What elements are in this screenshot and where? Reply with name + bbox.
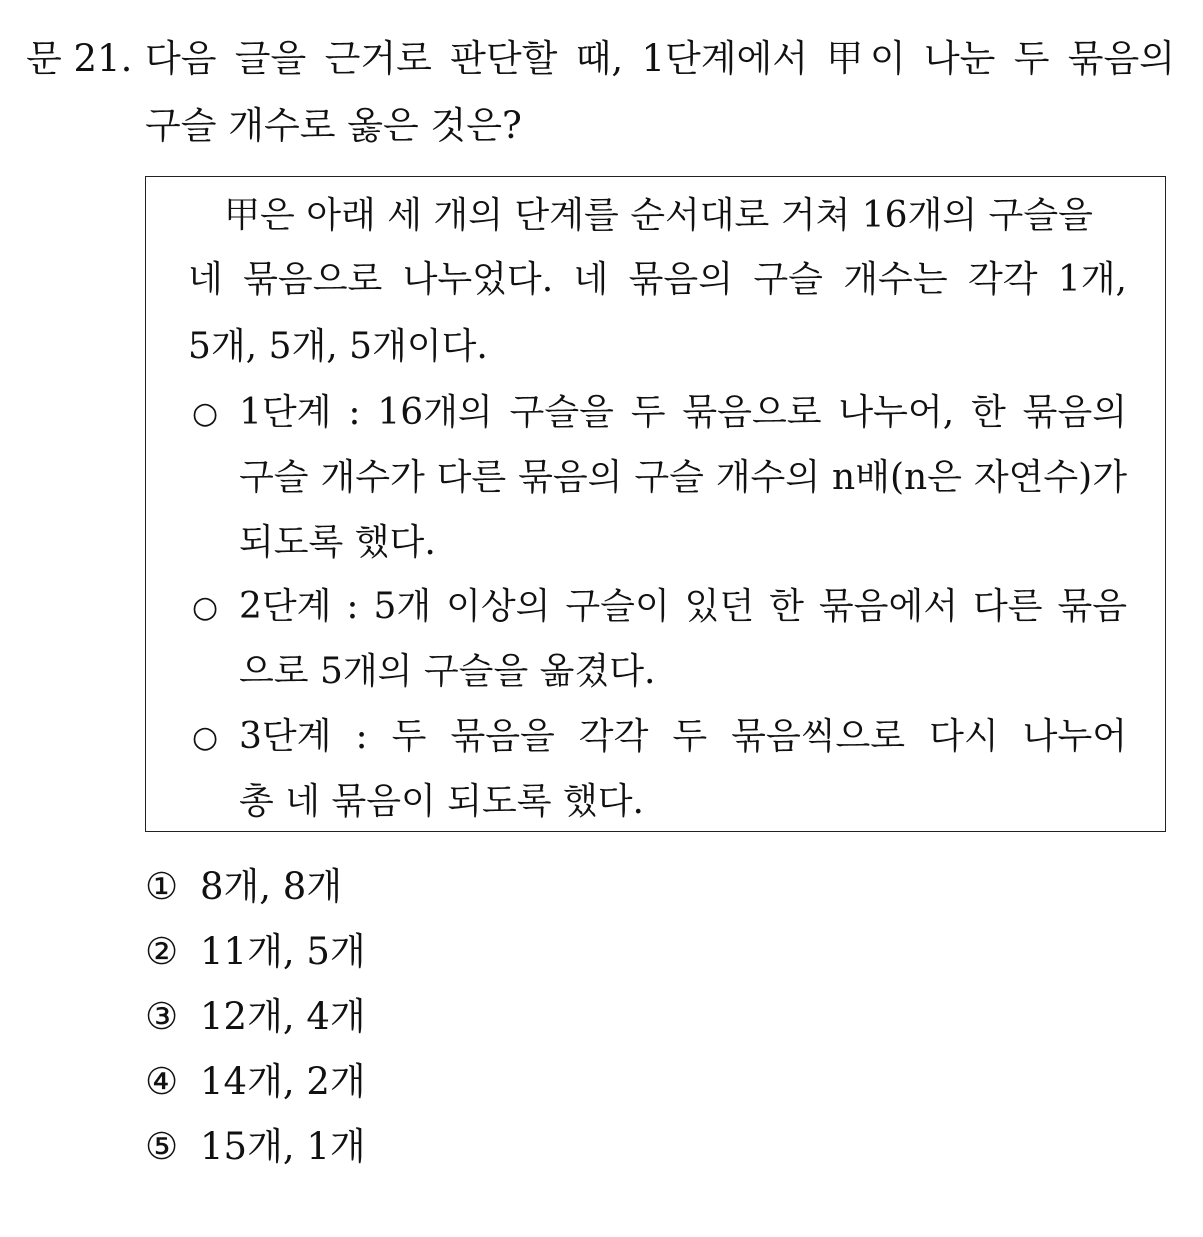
choice-2[interactable] [145,930,366,973]
step-1-line-2: 구슬 개수가 다른 묶음의 구슬 개수의 n배(n은 자연수)가 [239,457,1127,498]
passage-box [145,176,1166,832]
question-stem-line-1: 다음 글을 근거로 판단할 때, 1단계에서 甲이 나눈 두 묶음의 [145,37,1175,80]
choice-text: 15개, 1개 [200,1125,366,1168]
choice-1[interactable] [145,865,343,908]
step-1-line-1: 1단계 : 16개의 구슬을 두 묶음으로 나누어, 한 묶음의 [239,392,1127,433]
step-1-line-3: 되도록 했다. [239,522,436,563]
choice-marker: ③ [145,995,179,1038]
choice-marker: ⑤ [145,1125,179,1168]
choice-text: 14개, 2개 [200,1060,366,1103]
passage-intro-line-3: 5개, 5개, 5개이다. [188,326,488,367]
choice-marker: ④ [145,1060,179,1103]
choice-5[interactable] [145,1125,366,1168]
passage-intro-line-1: 甲은 아래 세 개의 단계를 순서대로 거쳐 16개의 구슬을 [224,195,1093,236]
choice-4[interactable] [145,1060,366,1103]
choice-3[interactable] [145,995,366,1038]
step-2-line-1: 2단계 : 5개 이상의 구슬이 있던 한 묶음에서 다른 묶음 [239,586,1127,627]
choice-text: 8개, 8개 [200,865,343,908]
step-3-line-2: 총 네 묶음이 되도록 했다. [239,781,644,822]
question-number: 문 21. [26,37,133,80]
step-3-line-1: 3단계 : 두 묶음을 각각 두 묶음씩으로 다시 나누어 [239,716,1127,757]
question-stem-line-2: 구슬 개수로 옳은 것은? [145,104,522,147]
choice-marker: ② [145,930,179,973]
choice-marker: ① [145,865,179,908]
choice-text: 11개, 5개 [200,930,366,973]
choice-text: 12개, 4개 [200,995,366,1038]
bullet-circle-icon: ○ [192,720,219,755]
step-2-line-2: 으로 5개의 구슬을 옮겼다. [239,651,656,692]
bullet-circle-icon: ○ [192,590,219,625]
passage-intro-line-2: 네 묶음으로 나누었다. 네 묶음의 구슬 개수는 각각 1개, [188,259,1127,300]
bullet-circle-icon: ○ [192,396,219,431]
